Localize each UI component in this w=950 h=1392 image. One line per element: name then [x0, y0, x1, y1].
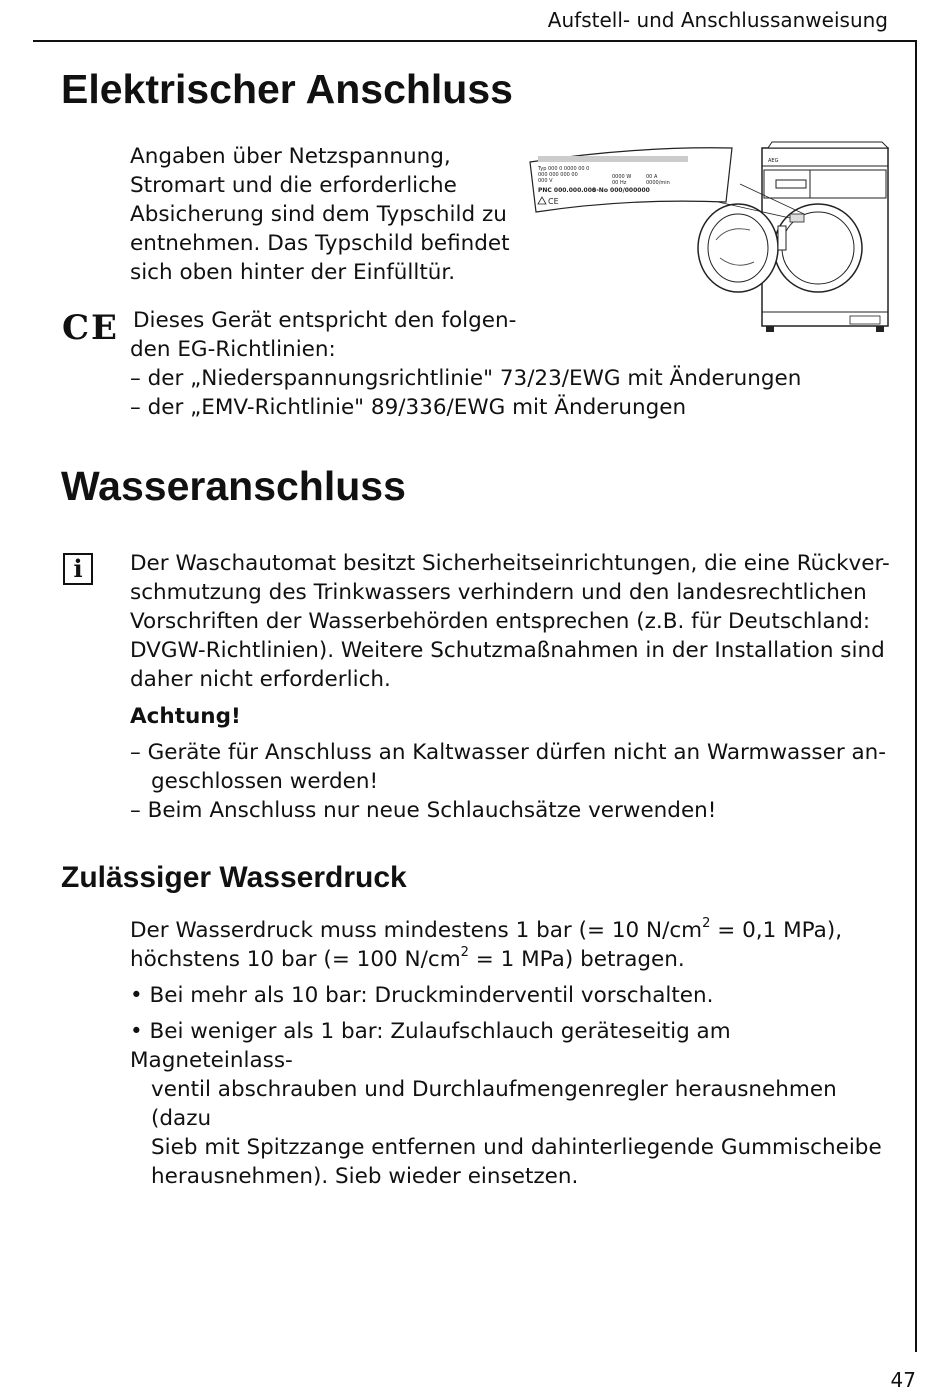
brand-label: AEG — [768, 158, 779, 164]
text-line — [130, 945, 900, 974]
warning-item — [130, 796, 900, 825]
plate-text: 0000/min — [646, 180, 670, 186]
ce-mark-icon: CE — [62, 308, 119, 348]
text-line: daher nicht erforderlich. — [130, 667, 391, 692]
text-line: – Beim Anschluss nur neue Schlauchsätze verwenden! — [130, 798, 717, 823]
bullet-item — [130, 981, 900, 1010]
plate-text: PNC 000.000.000 — [538, 187, 597, 194]
plate-ce-mark: CE — [548, 197, 559, 206]
bullet-item — [130, 1017, 900, 1191]
heading-water-connection: Wasseranschluss — [61, 463, 406, 509]
heading-electrical-connection: Elektrischer Anschluss — [61, 66, 513, 112]
text-span: Der Wasserdruck muss mindestens 1 bar (= 10 N/cm — [130, 918, 703, 943]
text-line: Der Waschautomat besitzt Sicherheitseinrichtungen, die eine Rückver- — [130, 551, 890, 576]
directive-item: – der „Niederspannungsrichtlinie" 73/23/EWG mit Änderungen — [130, 366, 802, 391]
superscript: 2 — [460, 944, 469, 960]
text-line: DVGW-Richtlinien). Weitere Schutzmaßnahmen in der Installation sind — [130, 638, 885, 663]
text-line: • Bei weniger als 1 bar: Zulaufschlauch geräteseitig am Magneteinlass- — [130, 1019, 731, 1073]
plate-text: 0000 W — [612, 174, 632, 180]
warning-item — [130, 738, 900, 796]
heading-water-pressure: Zulässiger Wasserdruck — [61, 861, 407, 894]
plate-text: 000 000 000 00 — [538, 172, 578, 178]
water-paragraph — [130, 549, 900, 825]
text-line: Sieb mit Spitzzange entfernen und dahinterliegende Gummischeibe — [151, 1135, 882, 1160]
text-span: = 1 MPa) betragen. — [468, 947, 685, 972]
plate-text: S-No 000/000000 — [592, 187, 650, 194]
text-line: geschlossen werden! — [151, 769, 379, 794]
text-line: entnehmen. Das Typschild befindet — [130, 231, 510, 256]
text-line: Dieses Gerät entspricht den folgen- — [133, 308, 517, 333]
warning-label: Achtung! — [130, 704, 241, 729]
electrical-paragraph — [130, 142, 520, 287]
pressure-paragraph — [130, 916, 900, 1191]
text-span: = 0,1 MPa), — [710, 918, 843, 943]
text-line: herausnehmen). Sieb wieder einsetzen. — [151, 1164, 579, 1189]
text-line: Angaben über Netzspannung, — [130, 144, 451, 169]
text-line: sich oben hinter der Einfülltür. — [130, 260, 456, 285]
text-line: den EG-Richtlinien: — [130, 337, 336, 362]
plate-text: 00 A — [646, 174, 658, 180]
text-line: Stromart und die erforderliche — [130, 173, 457, 198]
plate-text: Typ 000 0 0000 00 0 — [538, 166, 590, 172]
text-line: • Bei mehr als 10 bar: Druckminderventil vorschalten. — [130, 983, 714, 1008]
page-number: 47 — [890, 1368, 916, 1392]
info-icon: i — [63, 553, 93, 585]
header-rule — [33, 40, 917, 42]
plate-text: 00 Hz — [612, 180, 627, 186]
text-line — [130, 916, 900, 945]
superscript: 2 — [702, 915, 711, 931]
margin-rule — [915, 40, 917, 1352]
text-line: ventil abschrauben und Durchlaufmengenregler herausnehmen (dazu — [151, 1077, 837, 1131]
text-line: schmutzung des Trinkwassers verhindern und den landesrechtlichen — [130, 580, 867, 605]
ce-paragraph — [130, 306, 890, 422]
plate-text: 000 V — [538, 178, 553, 184]
text-line: – Geräte für Anschluss an Kaltwasser dürfen nicht an Warmwasser an- — [130, 740, 887, 765]
running-header: Aufstell- und Anschlussanweisung — [547, 8, 888, 32]
directive-item: – der „EMV-Richtlinie" 89/336/EWG mit Änderungen — [130, 395, 687, 420]
text-span: höchstens 10 bar (= 100 N/cm — [130, 947, 461, 972]
text-line: Absicherung sind dem Typschild zu — [130, 202, 507, 227]
text-line: Vorschriften der Wasserbehörden entsprechen (z.B. für Deutschland: — [130, 609, 871, 634]
